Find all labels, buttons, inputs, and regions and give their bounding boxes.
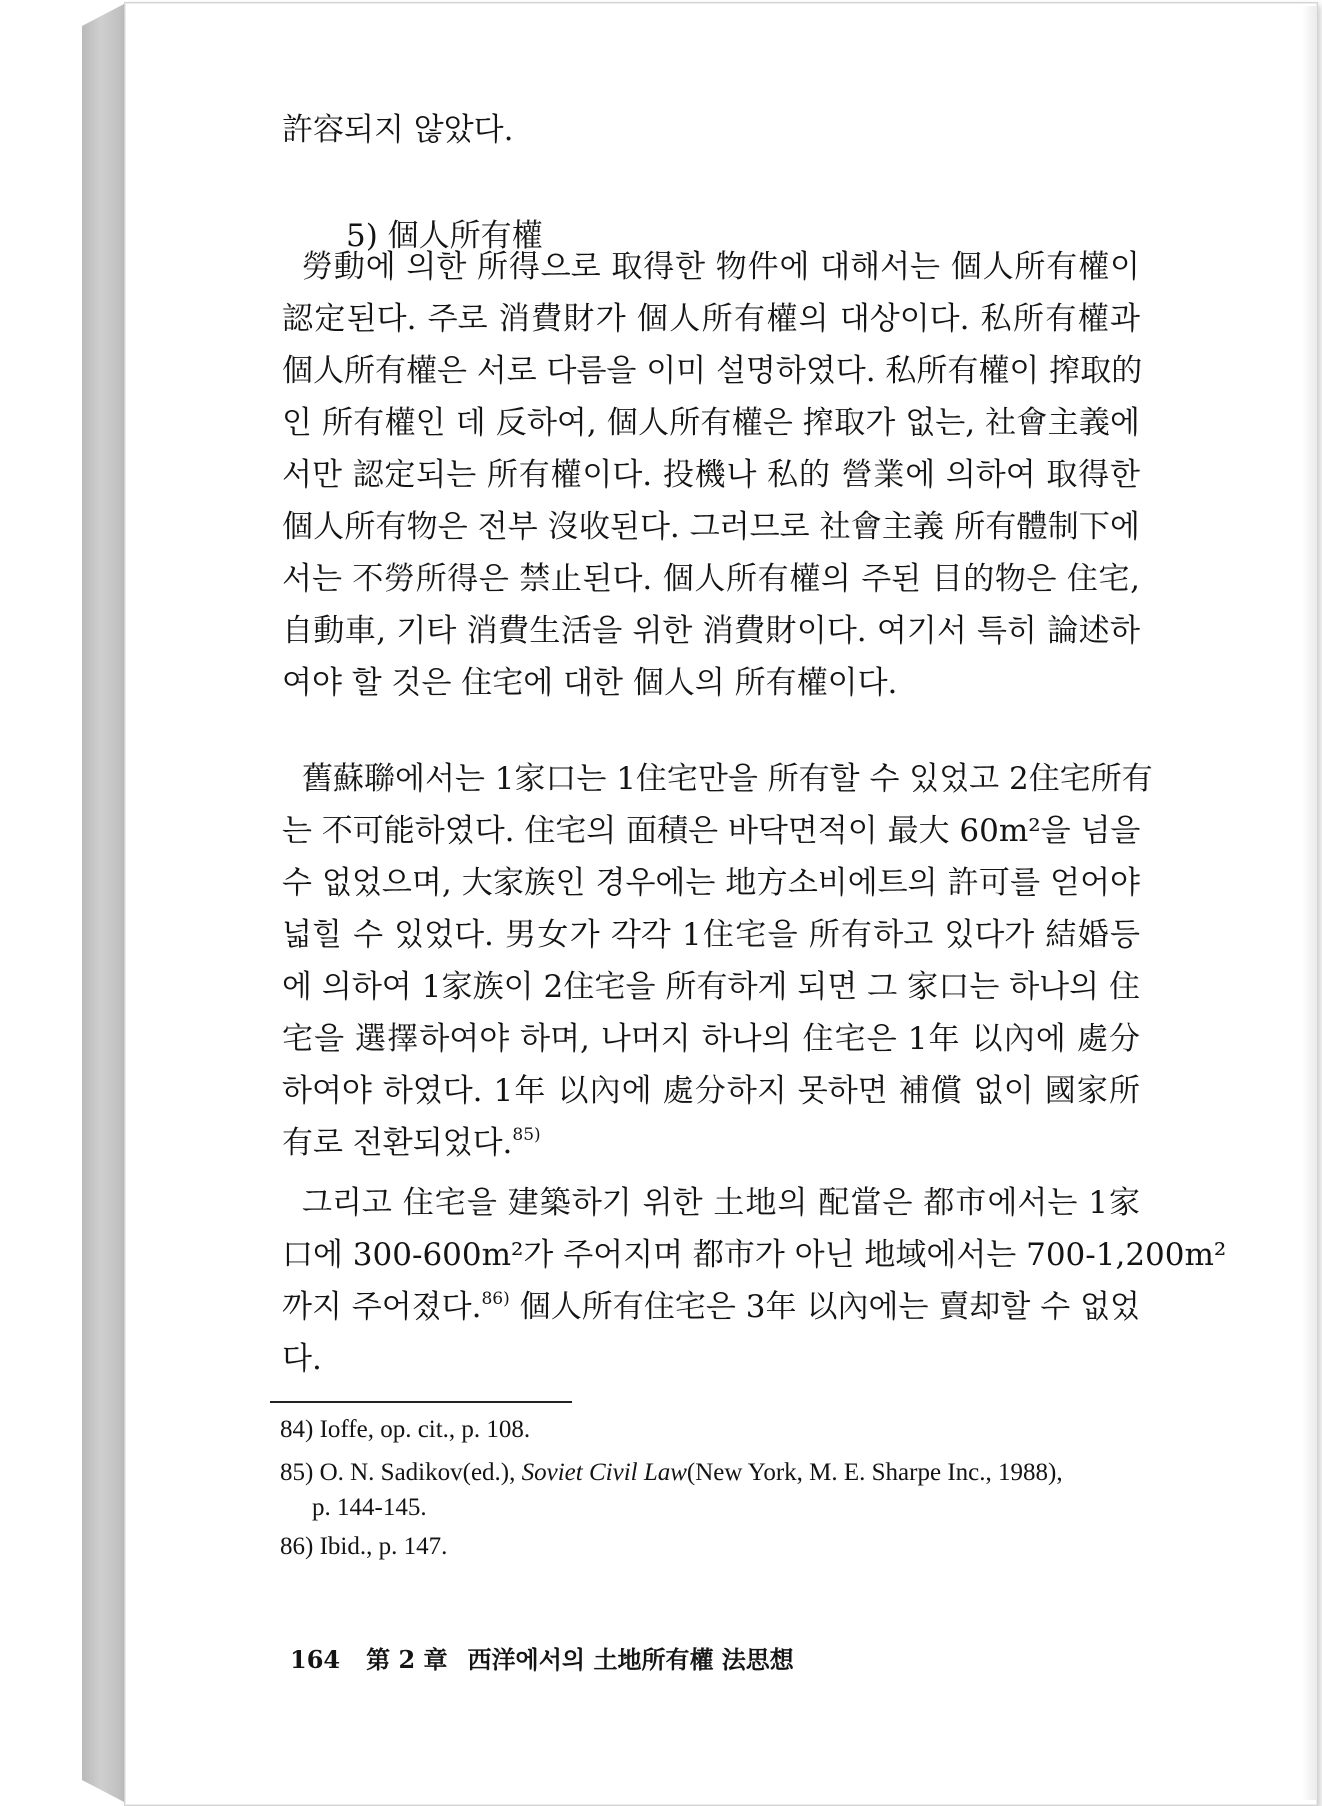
chapter-label: 第 2 章: [366, 1645, 448, 1674]
paragraph-2-line-3: 수 없었으며, 大家族인 경우에는 地方소비에트의 許可를 얻어야: [282, 865, 1140, 901]
paragraph-1-line-5: 서만 認定되는 所有權이다. 投機나 私的 營業에 의하여 取得한: [282, 457, 1140, 493]
paragraph-3-line-2: 口에 300-600m²가 주어지며 都市가 아닌 地域에서는 700-1,200m²: [282, 1237, 1227, 1273]
footnote-ref-85: 85): [512, 1125, 541, 1146]
paragraph-2-line-1: 舊蘇聯에서는 1家口는 1住宅만을 所有할 수 있었고 2住宅所有: [302, 761, 1153, 797]
footnote-text-before: O. N. Sadikov(ed.),: [319, 1459, 522, 1486]
paragraph-3-line-1: 그리고 住宅을 建築하기 위한 土地의 配當은 都市에서는 1家: [302, 1185, 1140, 1221]
page-number: 164: [290, 1645, 341, 1674]
paragraph-1-line-7: 서는 不勞所得은 禁止된다. 個人所有權의 주된 目的物은 住宅,: [282, 561, 1140, 597]
paragraph-2-line-8: [282, 1117, 1140, 1169]
footnote-85-continuation: p. 144-145.: [312, 1494, 427, 1521]
paragraph-2-line-5: 에 의하여 1家族이 2住宅을 所有하게 되면 그 家口는 하나의 住: [282, 969, 1140, 1005]
paragraph-1-line-9: 여야 할 것은 住宅에 대한 個人의 所有權이다.: [282, 665, 898, 701]
footnote-84: [280, 1413, 530, 1447]
footnote-text-after: (New York, M. E. Sharpe Inc., 1988),: [686, 1459, 1063, 1486]
paragraph-2-line-7: 하여야 하였다. 1年 以內에 處分하지 못하면 補償 없이 國家所: [282, 1073, 1140, 1109]
opening-line: 許容되지 않았다.: [282, 112, 514, 148]
footnote-text: Ioffe, op. cit., p. 108.: [319, 1416, 531, 1443]
page-footer: [290, 1643, 794, 1677]
footnote-divider: [270, 1401, 572, 1403]
paragraph-1-line-1: 勞動에 의한 所得으로 取得한 物件에 대해서는 個人所有權이: [302, 249, 1140, 285]
paragraph-2-line-6: 宅을 選擇하여야 하며, 나머지 하나의 住宅은 1年 以內에 處分: [282, 1021, 1140, 1057]
footnote-86: [280, 1530, 447, 1564]
page-edge-shadow: [1302, 6, 1316, 1800]
footnote-title: Soviet Civil Law: [521, 1459, 687, 1486]
paragraph-1-line-6: 個人所有物은 전부 沒收된다. 그러므로 社會主義 所有體制下에: [282, 509, 1140, 545]
paragraph-1-line-8: 自動車, 기타 消費生活을 위한 消費財이다. 여기서 특히 論述하: [282, 613, 1140, 649]
paragraph-2-line-4: 넓힐 수 있었다. 男女가 각각 1住宅을 所有하고 있다가 結婚등: [282, 917, 1140, 953]
section-heading: 5) 個人所有權: [346, 218, 543, 254]
paragraph-1-line-4: 인 所有權인 데 反하여, 個人所有權은 搾取가 없는, 社會主義에: [282, 405, 1140, 441]
paragraph-3-line-3-text: 까지 주어졌다.: [282, 1289, 482, 1325]
paragraph-1-line-3: 個人所有權은 서로 다름을 이미 설명하였다. 私所有權이 搾取的: [282, 353, 1143, 389]
paragraph-3-line-4: 다.: [282, 1341, 322, 1377]
book-spine: [82, 4, 124, 1802]
footnote-85: [280, 1456, 1063, 1490]
footnote-number: 84): [280, 1416, 314, 1443]
footnote-text: Ibid., p. 147.: [319, 1533, 448, 1560]
paragraph-3-line-3-rest: 個人所有住宅은 3年 以內에는 賣却할 수 없었: [519, 1289, 1140, 1325]
paragraph-2-line-2: 는 不可能하였다. 住宅의 面積은 바닥면적이 最大 60m²을 넘을: [282, 813, 1141, 849]
footnote-number: 86): [280, 1533, 314, 1560]
footnote-number: 85): [280, 1459, 314, 1486]
paragraph-2-line-8-text: 有로 전환되었다.: [282, 1125, 513, 1161]
chapter-title: 西洋에서의 土地所有權 法思想: [467, 1645, 794, 1674]
paragraph-1-line-2: 認定된다. 주로 消費財가 個人所有權의 대상이다. 私所有權과: [282, 301, 1140, 337]
footnote-ref-86: 86): [481, 1289, 510, 1310]
paragraph-3-line-3: [282, 1281, 1140, 1333]
